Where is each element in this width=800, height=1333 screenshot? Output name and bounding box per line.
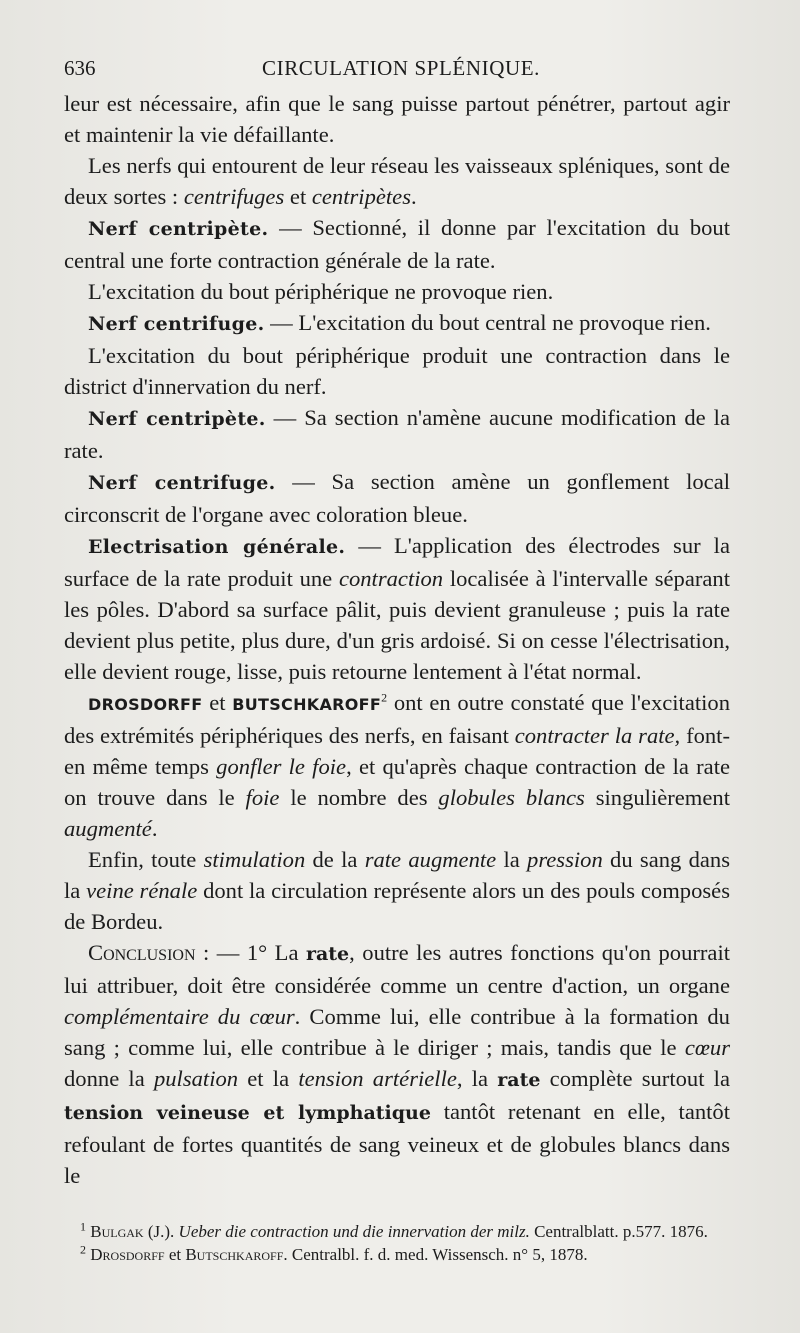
p12-text-a: : — 1° La	[195, 940, 306, 965]
footnote-ref-2: 2	[381, 690, 388, 705]
p12-text-h: tantôt retenant en elle, tantôt refoulant de fortes quantités de sang veineux et de globules blancs dans le	[64, 1099, 730, 1188]
p12-emphasis-1: complémentaire du cœur	[64, 1004, 295, 1029]
author-drosdorff: DROSDORFF	[88, 695, 203, 714]
p10-emphasis-2: gonfler le foie	[216, 754, 347, 779]
p7-text: — Sa section n'amène aucune modification de la rate.	[64, 405, 730, 463]
p2-text: Les nerfs qui entourent de leur réseau les vaisseaux spléniques, sont de deux sortes :	[64, 153, 730, 209]
heading-nerf-centrifuge: Nerf centrifuge.	[88, 313, 265, 335]
p10-text-b: font-en même temps	[64, 723, 730, 779]
footnote-1-author: Bulgak	[90, 1222, 144, 1241]
footnote-2	[64, 1243, 734, 1266]
p10-emphasis-4: globules blancs	[438, 785, 585, 810]
p2-emphasis-centrifuges: centrifuges	[183, 184, 285, 209]
footnote-2-and: et	[164, 1245, 186, 1264]
paragraph-8	[64, 466, 730, 530]
p12-emphasis-4: tension artérielle	[298, 1066, 457, 1091]
p11-emphasis-3: pression	[527, 847, 603, 872]
paragraph-12	[64, 937, 730, 1191]
footnote-1-mark: 1	[80, 1219, 86, 1234]
p10-text-f: .	[151, 816, 158, 841]
running-title: CIRCULATION SPLÉNIQUE.	[262, 56, 541, 80]
paragraph-10	[64, 687, 730, 844]
p4-text: L'excitation du bout périphérique ne provoque rien.	[88, 279, 554, 304]
p12-text-d: donne la	[64, 1066, 154, 1091]
footnote-2-author-2: Butschkaroff	[185, 1245, 284, 1264]
p9-emphasis: contraction	[338, 566, 444, 591]
p6-text: L'excitation du bout périphérique produit une contraction dans le district d'innervation du nerf.	[64, 343, 730, 399]
heading-electrisation-generale: Electrisation générale.	[88, 536, 346, 558]
p9-text-a: — L'application des électrodes sur la surface de la rate produit une	[64, 533, 730, 591]
paragraph-9	[64, 530, 730, 687]
p9-text-b: localisée à l'intervalle séparant les pôles. D'abord sa surface pâlit, puis devient granuleuse ; puis la rate devient plus petite, plus dure, d'un gris ardoisé. Si on cesse l'électrisation, elle devient rouge, lisse, puis retourne lentement à l'état normal.	[64, 566, 730, 684]
p12-text-g: complète surtout la	[540, 1066, 730, 1091]
page-number: 636	[64, 56, 96, 80]
footnote-1	[64, 1220, 734, 1243]
p12-bold-rate-2: rate	[497, 1069, 541, 1091]
p2-end: .	[411, 184, 417, 209]
p12-emphasis-2: cœur	[684, 1035, 730, 1060]
p10-emphasis-1: contracter la rate,	[514, 723, 681, 748]
page-header	[64, 56, 744, 86]
footnote-2-author-1: Drosdorff	[90, 1245, 165, 1264]
p11-text-a: Enfin, toute	[88, 847, 204, 872]
p12-text-b: , outre les autres fonctions qu'on pourrait lui attribuer, doit être considérée comme un centre d'action, un organe	[64, 940, 730, 998]
heading-conclusion: Conclusion	[88, 940, 196, 965]
footnote-1-text-b: Centralblatt. p.577. 1876.	[529, 1222, 708, 1241]
p2-mid: et	[284, 184, 312, 209]
footnote-1-title: Ueber die contraction und die innervation der milz.	[178, 1222, 530, 1241]
p10-and: et	[202, 690, 233, 715]
paragraph-2	[64, 150, 730, 212]
p10-text-d: le nombre des	[279, 785, 439, 810]
paragraph-4	[64, 276, 730, 307]
p11-text-b: de la	[305, 847, 365, 872]
p10-emphasis-3: foie	[245, 785, 280, 810]
footnote-2-text: . Centralbl. f. d. med. Wissensch. n° 5, 1878.	[283, 1245, 588, 1264]
p12-text-c: . Comme lui, elle contribue à la formation du sang ; comme lui, elle contribue à le diriger ; mais, tandis que le	[64, 1004, 730, 1060]
paragraph-1	[64, 88, 730, 150]
paragraph-1-text: leur est nécessaire, afin que le sang puisse partout pénétrer, partout agir et maintenir la vie défaillante.	[64, 91, 730, 147]
p10-text-e: singulièrement	[584, 785, 730, 810]
p11-emphasis-4: veine rénale	[86, 878, 198, 903]
paragraph-11	[64, 844, 730, 937]
footnote-1-text-a: (J.).	[143, 1222, 179, 1241]
paragraph-5	[64, 307, 730, 340]
p11-text-d: du sang dans la	[64, 847, 730, 903]
p12-bold-rate: rate	[305, 943, 350, 965]
footnotes	[64, 1220, 734, 1266]
p10-text-c: , et qu'après chaque contraction de la rate on trouve dans le	[64, 754, 731, 810]
p11-emphasis-2: rate augmente	[364, 847, 497, 872]
paragraph-3	[64, 212, 730, 276]
p12-text-e: et la	[238, 1066, 299, 1091]
footnote-2-mark: 2	[80, 1242, 86, 1257]
p11-text-c: la	[496, 847, 528, 872]
p10-text-a: ont en outre constaté que l'excitation des extrémités périphériques des nerfs, en faisant	[64, 690, 730, 748]
p10-emphasis-5: augmenté	[64, 816, 152, 841]
paragraph-6	[64, 340, 730, 402]
p12-emphasis-3: pulsation	[153, 1066, 239, 1091]
p11-text-e: dont la circulation représente alors un des pouls composés de Bordeu.	[64, 878, 730, 934]
p11-emphasis-1: stimulation	[203, 847, 306, 872]
heading-nerf-centrifuge-2: Nerf centrifuge.	[88, 472, 276, 494]
author-butschkaroff: BUTSCHKAROFF	[232, 695, 382, 714]
p3-text: — Sectionné, il donne par l'excitation du bout central une forte contraction générale de la rate.	[64, 215, 730, 273]
paragraph-7	[64, 402, 730, 466]
p8-text: — Sa section amène un gonflement local circonscrit de l'organe avec coloration bleue.	[64, 469, 730, 527]
heading-nerf-centripete-2: Nerf centripète.	[88, 408, 266, 430]
main-text	[64, 88, 730, 1191]
p5-text: — L'excitation du bout central ne provoque rien.	[264, 310, 711, 335]
p12-bold-tension: tension veineuse et lymphatique	[64, 1102, 431, 1124]
heading-nerf-centripete: Nerf centripète.	[88, 218, 269, 240]
p2-emphasis-centripetes: centripètes	[311, 184, 411, 209]
p12-text-f: , la	[456, 1066, 498, 1091]
